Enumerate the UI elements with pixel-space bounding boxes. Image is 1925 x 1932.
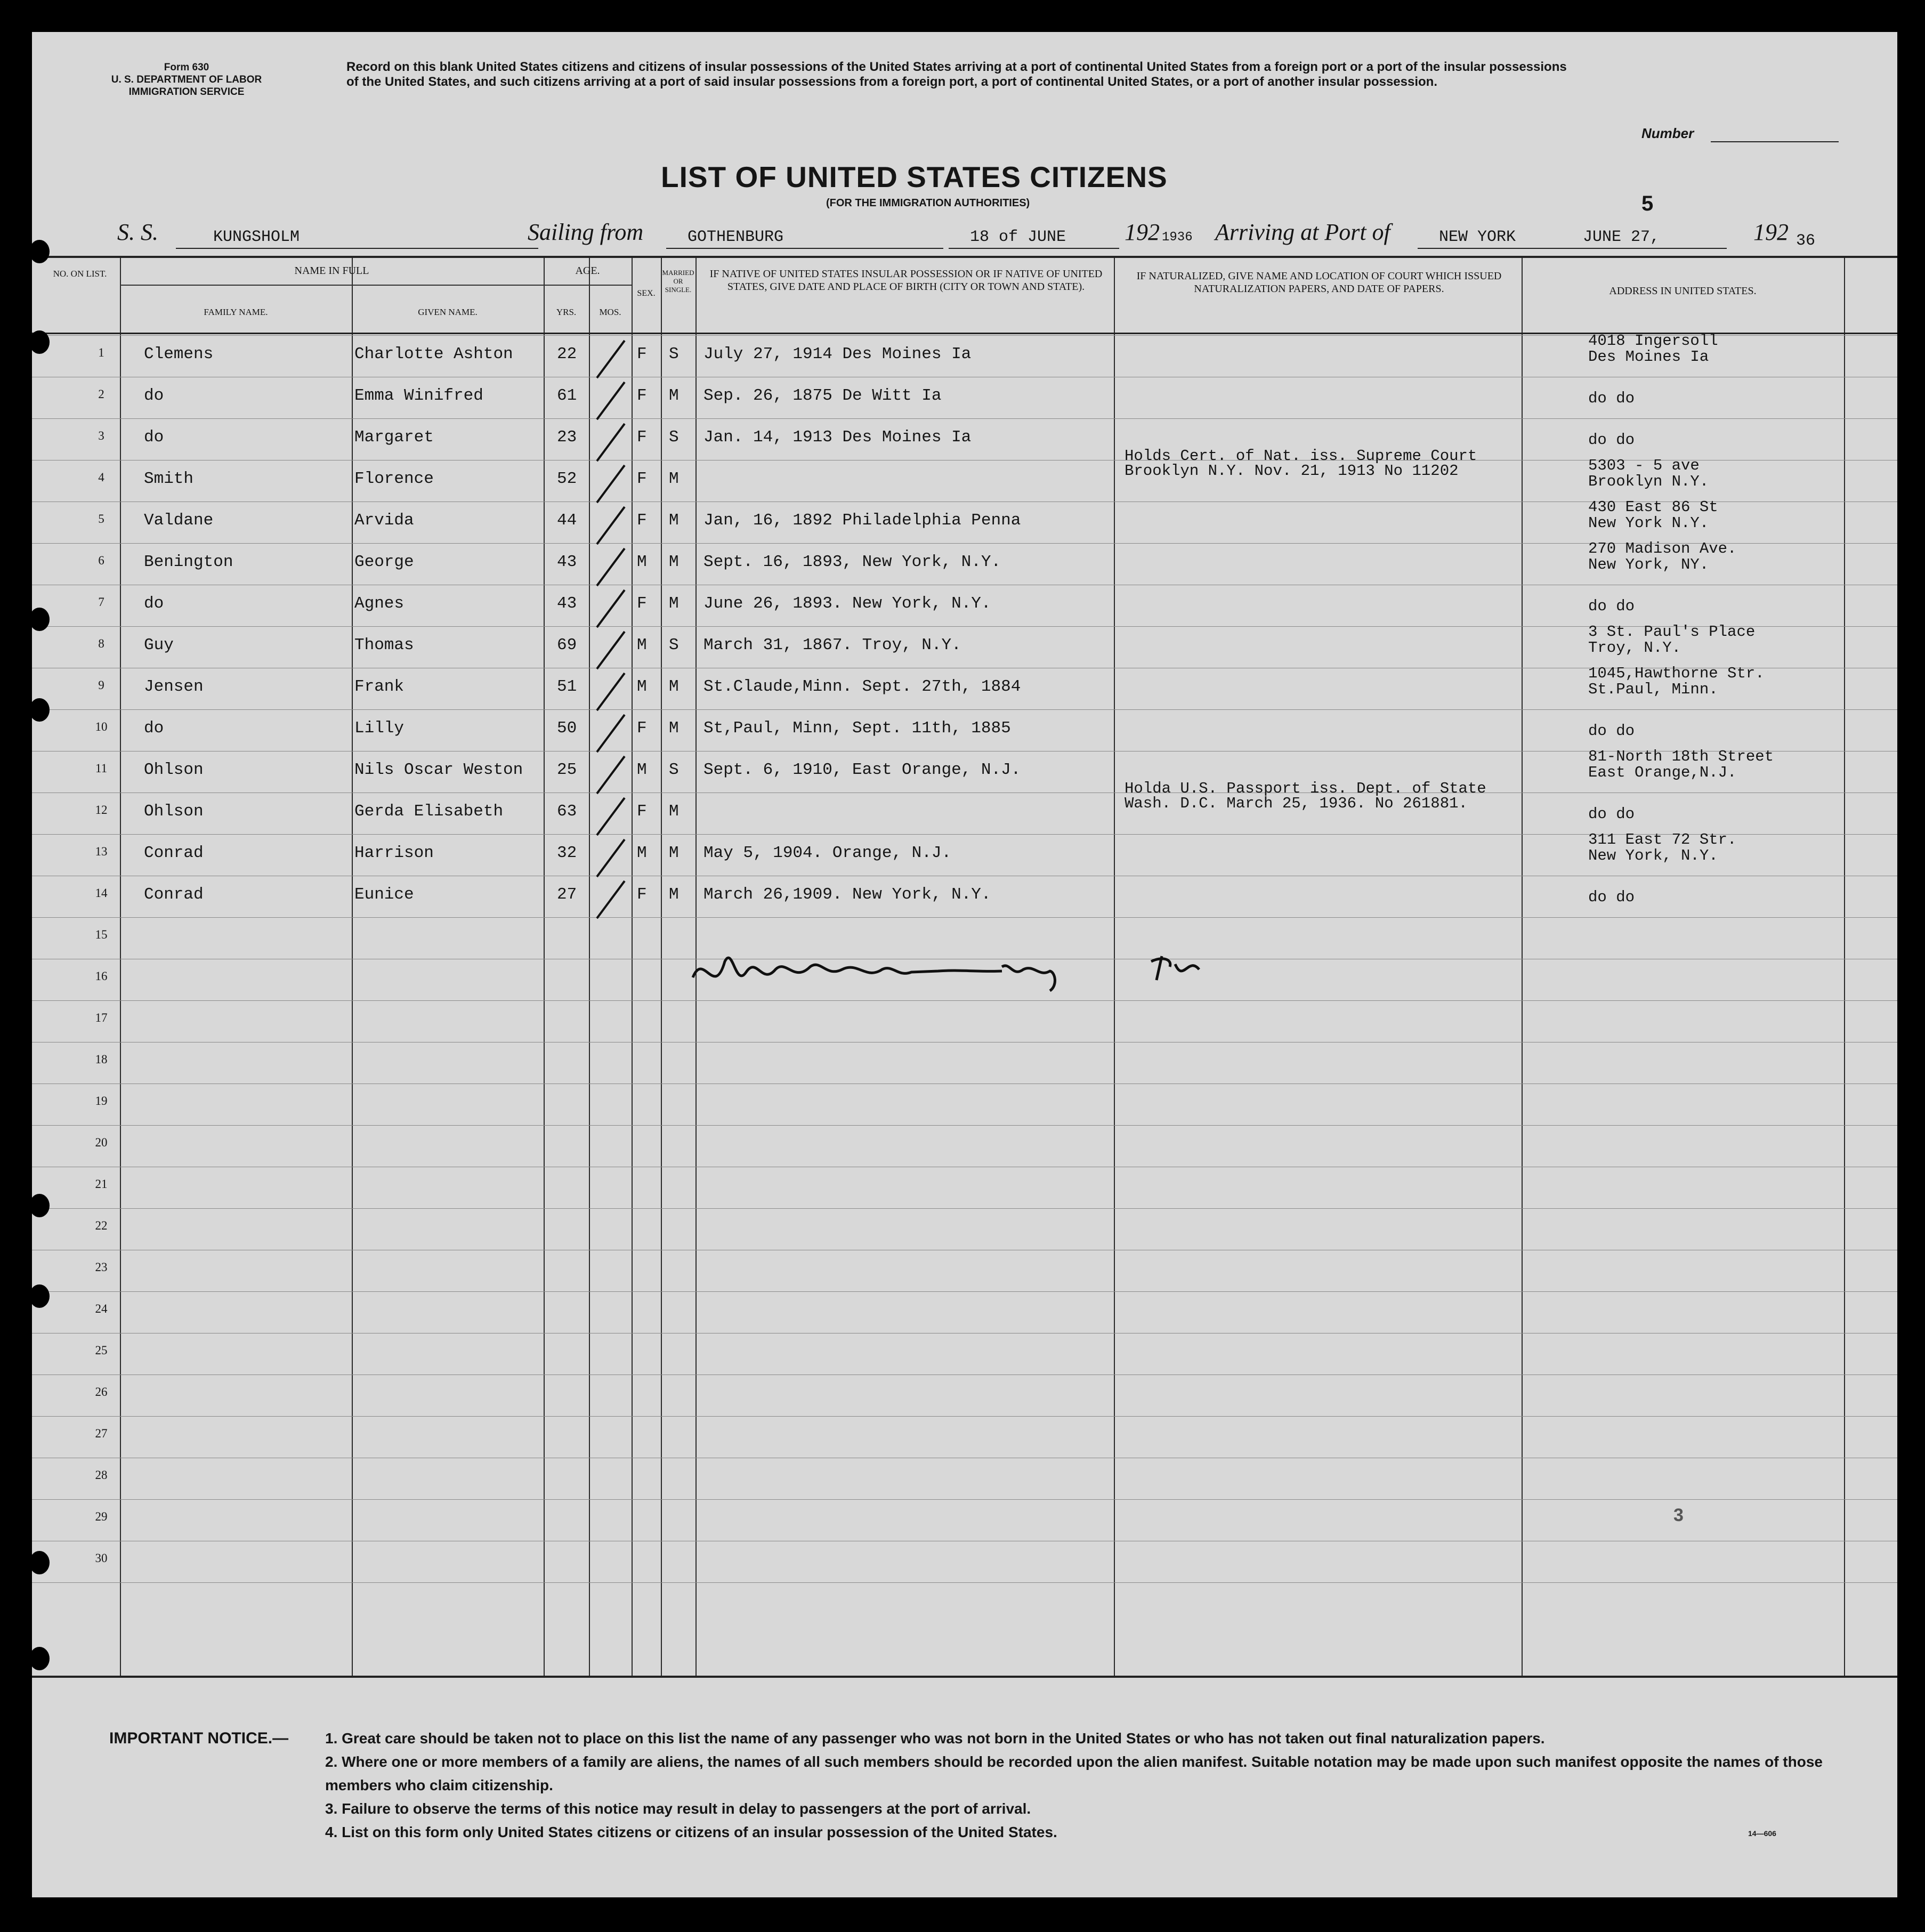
- manifest-sheet: [32, 32, 1897, 1897]
- age-tally-stroke: [592, 670, 634, 712]
- printer-mark: 14—606: [1748, 1829, 1776, 1838]
- table-cell-given: Florence: [354, 470, 434, 488]
- punch-hole: [29, 1551, 50, 1574]
- age-tally-stroke: [592, 712, 634, 753]
- table-cell-birth: May 5, 1904. Orange, N.J.: [703, 844, 952, 862]
- table-cell-birth: June 26, 1893. New York, N.Y.: [703, 594, 991, 613]
- table-cell-address: St.Paul, Minn.: [1588, 681, 1718, 698]
- table-cell-yrs: 69: [557, 636, 577, 654]
- age-tally-stroke: [592, 878, 634, 919]
- page-mark: 3: [1673, 1505, 1684, 1525]
- arriving-date: JUNE 27,: [1583, 228, 1660, 246]
- table-cell-address: 4018 Ingersoll: [1588, 332, 1718, 350]
- table-cell-given: Harrison: [354, 844, 434, 862]
- table-cell-marital: M: [669, 511, 679, 530]
- row-number: 28: [95, 1468, 108, 1482]
- table-cell-family: Guy: [144, 636, 174, 654]
- table-cell-yrs: 25: [557, 761, 577, 779]
- age-tally-stroke: [592, 545, 634, 587]
- sailing-port: GOTHENBURG: [687, 228, 784, 246]
- arriving-year-prefix: 192: [1753, 219, 1789, 245]
- age-tally-stroke: [592, 421, 634, 462]
- table-cell-marital: M: [669, 802, 679, 821]
- punch-hole: [29, 1647, 50, 1670]
- sailing-line: [666, 248, 943, 249]
- table-cell-yrs: 43: [557, 553, 577, 571]
- row-number: 15: [95, 928, 108, 941]
- service-name: IMMIGRATION SERVICE: [128, 86, 245, 98]
- row-rule: [32, 1499, 1897, 1500]
- table-cell-family: Jensen: [144, 677, 204, 696]
- age-tally-stroke: [592, 628, 634, 670]
- row-number: 11: [95, 762, 108, 775]
- col-naturalized: IF NATURALIZED, GIVE NAME AND LOCATION OF COURT WHICH ISSUED NATURALIZATION PAPERS, AND DATE OF PAPERS.: [1136, 270, 1502, 295]
- table-row: [32, 748, 1897, 798]
- table-cell-given: Eunice: [354, 885, 414, 904]
- table-cell-address: 81-North 18th Street: [1588, 748, 1774, 765]
- table-cell-family: do: [144, 386, 164, 405]
- table-cell-birth: St.Claude,Minn. Sept. 27th, 1884: [703, 677, 1021, 696]
- table-cell-given: Charlotte Ashton: [354, 345, 513, 363]
- row-number: 5: [98, 512, 104, 526]
- col-family-name: FAMILY NAME.: [204, 307, 268, 317]
- row-number: 7: [98, 595, 104, 609]
- table-cell-address: do do: [1588, 888, 1635, 906]
- table-cell-yrs: 32: [557, 844, 577, 862]
- stamp-number: 5: [1641, 192, 1654, 215]
- form-number: Form 630: [164, 62, 209, 73]
- table-cell-yrs: 22: [557, 345, 577, 363]
- table-cell-address: East Orange,N.J.: [1588, 764, 1737, 781]
- col-yrs: YRS.: [556, 307, 577, 317]
- table-row: [32, 665, 1897, 715]
- table-cell-naturalization: Holda U.S. Passport iss. Dept. of State: [1125, 780, 1486, 797]
- col-no: NO. ON LIST.: [53, 269, 107, 279]
- notice-items: [325, 1727, 1876, 1844]
- col-mos: MOS.: [599, 307, 621, 317]
- table-cell-marital: M: [669, 594, 679, 613]
- table-cell-sex: M: [637, 636, 647, 654]
- number-label: Number: [1641, 125, 1694, 141]
- table-cell-birth: Jan. 14, 1913 Des Moines Ia: [703, 428, 972, 447]
- age-tally-stroke: [592, 587, 634, 628]
- table-cell-family: do: [144, 428, 164, 447]
- table-cell-marital: M: [669, 386, 679, 405]
- sailing-label: Sailing from: [528, 219, 644, 245]
- col-given-name: GIVEN NAME.: [418, 307, 478, 317]
- row-number: 24: [95, 1302, 108, 1315]
- row-number: 14: [95, 886, 108, 900]
- table-cell-marital: M: [669, 553, 679, 571]
- row-number: 19: [95, 1094, 108, 1108]
- row-number: 16: [95, 969, 108, 983]
- table-row: [32, 332, 1897, 382]
- age-tally-stroke: [592, 795, 634, 836]
- row-number: 30: [95, 1551, 108, 1565]
- citizens-table: [32, 256, 1897, 1678]
- sailing-date-line: [949, 248, 1119, 249]
- table-cell-marital: S: [669, 428, 679, 447]
- department-name: U. S. DEPARTMENT OF LABOR: [111, 74, 262, 85]
- table-cell-birth: March 26,1909. New York, N.Y.: [703, 885, 991, 904]
- table-row: [32, 831, 1897, 881]
- table-cell-yrs: 52: [557, 470, 577, 488]
- punch-hole: [29, 698, 50, 722]
- table-cell-sex: F: [637, 386, 647, 405]
- form-subtitle: (FOR THE IMMIGRATION AUTHORITIES): [826, 197, 1030, 209]
- table-cell-birth: Sept. 6, 1910, East Orange, N.J.: [703, 761, 1021, 779]
- table-cell-address: 430 East 86 St: [1588, 498, 1718, 516]
- table-cell-address: do do: [1588, 597, 1635, 615]
- table-cell-family: do: [144, 594, 164, 613]
- table-cell-marital: S: [669, 636, 679, 654]
- table-cell-yrs: 44: [557, 511, 577, 530]
- table-cell-given: Lilly: [354, 719, 405, 738]
- punch-hole: [29, 240, 50, 263]
- table-cell-yrs: 63: [557, 802, 577, 821]
- table-cell-family: Valdane: [144, 511, 214, 530]
- number-field-line: [1711, 141, 1839, 142]
- table-cell-given: George: [354, 553, 414, 571]
- table-row: [32, 881, 1897, 923]
- col-married: MARRIED OR SINGLE.: [662, 269, 694, 294]
- table-cell-birth: Sep. 26, 1875 De Witt Ia: [703, 386, 942, 405]
- row-number: 12: [95, 803, 108, 817]
- table-cell-sex: M: [637, 844, 647, 862]
- table-cell-marital: M: [669, 470, 679, 488]
- table-cell-address: 1045,Hawthorne Str.: [1588, 665, 1765, 682]
- table-cell-given: Thomas: [354, 636, 414, 654]
- row-number: 21: [95, 1177, 108, 1191]
- table-cell-sex: F: [637, 802, 647, 821]
- table-cell-given: Margaret: [354, 428, 434, 447]
- table-cell-sex: M: [637, 677, 647, 696]
- arriving-port: NEW YORK: [1439, 228, 1516, 246]
- table-cell-sex: F: [637, 719, 647, 738]
- row-rule: [32, 1208, 1897, 1209]
- row-number: 26: [95, 1385, 108, 1399]
- table-cell-address: New York, N.Y.: [1588, 847, 1718, 864]
- notice-item: 2. Where one or more members of a family are aliens, the names of all such members should be recorded upon the alien manifest. Suitable notation may be made upon such manifest opposite the names of those members who claim citizenship.: [325, 1753, 1823, 1793]
- table-cell-address: Des Moines Ia: [1588, 348, 1709, 366]
- form-title: LIST OF UNITED STATES CITIZENS: [661, 160, 1168, 193]
- table-cell-sex: F: [637, 885, 647, 904]
- table-cell-address: Troy, N.Y.: [1588, 639, 1681, 657]
- table-cell-given: Gerda Elisabeth: [354, 802, 504, 821]
- age-tally-stroke: [592, 836, 634, 878]
- table-cell-sex: F: [637, 428, 647, 447]
- row-number: 3: [98, 429, 104, 442]
- row-number: 27: [95, 1427, 108, 1440]
- table-cell-family: Smith: [144, 470, 194, 488]
- age-tally-stroke: [592, 504, 634, 545]
- row-number: 4: [98, 471, 104, 484]
- table-cell-sex: F: [637, 470, 647, 488]
- arriving-port-line: [1418, 248, 1727, 249]
- age-subrule: [544, 285, 632, 286]
- ss-label: S. S.: [117, 219, 158, 245]
- table-cell-marital: S: [669, 761, 679, 779]
- table-cell-given: Emma Winifred: [354, 386, 483, 405]
- table-cell-sex: M: [637, 553, 647, 571]
- row-number: 22: [95, 1219, 108, 1232]
- row-rule: [32, 1416, 1897, 1417]
- table-cell-address: 311 East 72 Str.: [1588, 831, 1737, 848]
- table-header: [32, 258, 1897, 334]
- table-cell-family: Conrad: [144, 844, 204, 862]
- table-cell-address: New York N.Y.: [1588, 514, 1709, 532]
- table-row: [32, 382, 1897, 424]
- notice-item: 1. Great care should be taken not to place on this list the name of any passenger who was not born in the United States or who has not taken out final naturalization papers.: [325, 1730, 1545, 1747]
- table-cell-address: do do: [1588, 805, 1635, 823]
- age-tally-stroke: [592, 753, 634, 795]
- table-cell-address: New York, NY.: [1588, 556, 1709, 573]
- table-cell-birth: March 31, 1867. Troy, N.Y.: [703, 636, 961, 654]
- sailing-year-prefix: 192: [1125, 219, 1160, 245]
- signature-text: Hunter Bacon: [1002, 965, 1050, 974]
- row-number: 29: [95, 1510, 108, 1523]
- col-birth: IF NATIVE OF UNITED STATES INSULAR POSSESSION OR IF NATIVE OF UNITED STATES, GIVE DATE AND PLACE OF BIRTH (CITY OR TOWN AND STATE).: [709, 268, 1103, 293]
- punch-hole: [29, 330, 50, 354]
- col-address: ADDRESS IN UNITED STATES.: [1609, 285, 1757, 297]
- form-instructions: Record on this blank United States citizens and citizens of insular possessions of the United States arriving at a port of continental United States from a foreign port or a port of the insular possessions of the United States, and such citizens arriving at a port of said insular possessions from a foreign port, a port of continental United States, or a port of another insular possession.: [346, 60, 1567, 89]
- table-cell-birth: Sept. 16, 1893, New York, N.Y.: [703, 553, 1001, 571]
- table-cell-birth: July 27, 1914 Des Moines Ia: [703, 345, 972, 363]
- table-cell-address: do do: [1588, 722, 1635, 740]
- table-cell-address: Brooklyn N.Y.: [1588, 473, 1709, 490]
- table-cell-address: 5303 - 5 ave: [1588, 457, 1700, 474]
- table-cell-address: do do: [1588, 431, 1635, 449]
- table-cell-yrs: 50: [557, 719, 577, 738]
- row-number: 9: [98, 678, 104, 692]
- table-cell-family: Clemens: [144, 345, 214, 363]
- arriving-label: Arriving at Port of: [1215, 219, 1390, 245]
- table-cell-given: Frank: [354, 677, 405, 696]
- row-rule: [32, 1582, 1897, 1583]
- inspector-signature: [682, 940, 1295, 1004]
- table-cell-yrs: 43: [557, 594, 577, 613]
- arriving-year: 36: [1796, 232, 1816, 250]
- table-cell-naturalization: Brooklyn N.Y. Nov. 21, 1913 No 11202: [1125, 462, 1459, 480]
- table-cell-sex: F: [637, 594, 647, 613]
- notice-heading: IMPORTANT NOTICE.—: [109, 1729, 289, 1747]
- age-tally-stroke: [592, 337, 634, 379]
- table-cell-given: Agnes: [354, 594, 405, 613]
- table-cell-given: Nils Oscar Weston: [354, 761, 523, 779]
- notice-item: 3. Failure to observe the terms of this notice may result in delay to passengers at the port of arrival.: [325, 1800, 1031, 1817]
- table-cell-yrs: 27: [557, 885, 577, 904]
- table-cell-yrs: 51: [557, 677, 577, 696]
- table-cell-marital: M: [669, 677, 679, 696]
- table-cell-family: do: [144, 719, 164, 738]
- name-subrule: [120, 285, 544, 286]
- table-cell-birth: St,Paul, Minn, Sept. 11th, 1885: [703, 719, 1011, 738]
- table-cell-sex: M: [637, 761, 647, 779]
- ship-line: [176, 248, 538, 249]
- table-cell-address: do do: [1588, 390, 1635, 407]
- table-cell-marital: M: [669, 885, 679, 904]
- table-cell-birth: Jan, 16, 1892 Philadelphia Penna: [703, 511, 1021, 530]
- table-cell-given: Arvida: [354, 511, 414, 530]
- table-cell-family: Ohlson: [144, 761, 204, 779]
- row-number: 23: [95, 1260, 108, 1274]
- age-tally-stroke: [592, 379, 634, 421]
- row-rule: [32, 1125, 1897, 1126]
- punch-hole: [29, 1194, 50, 1217]
- table-cell-marital: M: [669, 719, 679, 738]
- table-cell-address: 3 St. Paul's Place: [1588, 623, 1756, 641]
- table-cell-address: 270 Madison Ave.: [1588, 540, 1737, 557]
- table-cell-family: Ohlson: [144, 802, 204, 821]
- col-name-in-full: NAME IN FULL: [294, 265, 369, 277]
- notice-item: 4. List on this form only United States citizens or citizens of an insular possession of the United States.: [325, 1824, 1057, 1840]
- row-number: 20: [95, 1136, 108, 1149]
- age-tally-stroke: [592, 462, 634, 504]
- row-number: 18: [95, 1053, 108, 1066]
- table-cell-yrs: 61: [557, 386, 577, 405]
- table-cell-family: Benington: [144, 553, 233, 571]
- punch-hole: [29, 1284, 50, 1308]
- table-cell-naturalization: Holds Cert. of Nat. iss. Supreme Court: [1125, 447, 1477, 465]
- col-age: AGE.: [575, 265, 600, 277]
- table-cell-sex: F: [637, 511, 647, 530]
- table-cell-naturalization: Wash. D.C. March 25, 1936. No 261881.: [1125, 795, 1468, 812]
- table-row: [32, 540, 1897, 590]
- sailing-date: 18 of JUNE: [970, 228, 1066, 246]
- table-cell-marital: S: [669, 345, 679, 363]
- row-number: 8: [98, 637, 104, 650]
- row-number: 13: [95, 845, 108, 858]
- ship-name: KUNGSHOLM: [213, 228, 300, 246]
- row-number: 2: [98, 387, 104, 401]
- row-number: 1: [98, 346, 104, 359]
- punch-hole: [29, 608, 50, 631]
- row-number: 25: [95, 1344, 108, 1357]
- table-cell-yrs: 23: [557, 428, 577, 447]
- row-number: 17: [95, 1011, 108, 1024]
- table-cell-marital: M: [669, 844, 679, 862]
- form-identifier: [64, 61, 309, 98]
- row-rule: [32, 1291, 1897, 1292]
- col-sex: SEX.: [637, 289, 656, 298]
- row-number: 10: [95, 720, 108, 733]
- sailing-year: 1936: [1162, 230, 1193, 245]
- table-cell-sex: F: [637, 345, 647, 363]
- table-cell-family: Conrad: [144, 885, 204, 904]
- row-number: 6: [98, 554, 104, 567]
